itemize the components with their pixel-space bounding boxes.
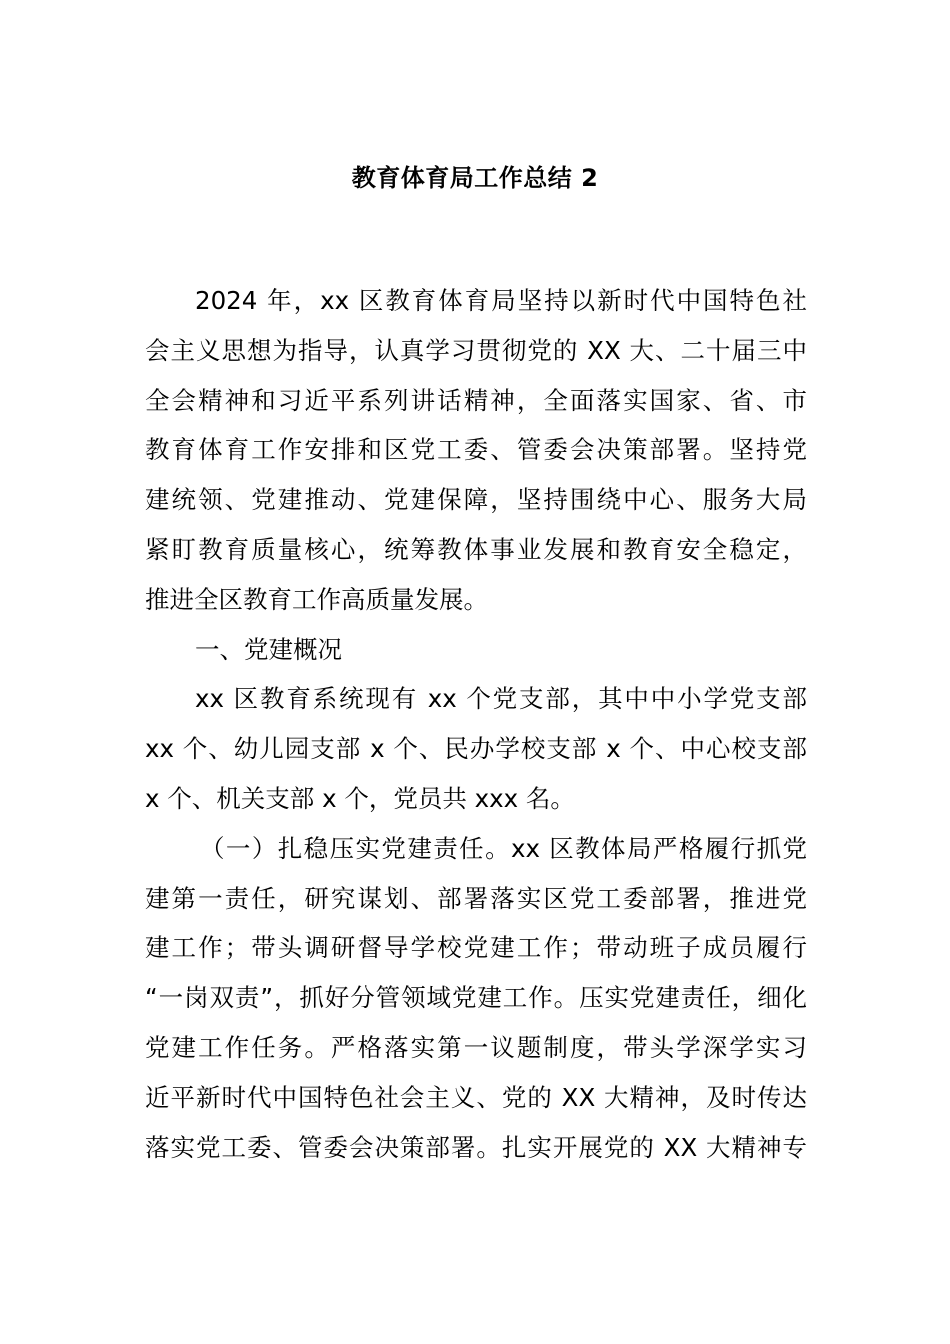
paragraph-line: x 个、机关支部 x 个，党员共 xxx 名。 bbox=[145, 783, 575, 813]
paragraph-line: 近平新时代中国特色社会主义、党的 XX 大精神，及时传达 bbox=[145, 1082, 807, 1112]
paragraph-line: “一岗双责”，抓好分管领域党建工作。压实党建责任，细化 bbox=[145, 983, 807, 1013]
paragraph-line: 建统领、党建推动、党建保障，坚持围绕中心、服务大局 bbox=[145, 485, 807, 515]
paragraph-line: 建工作；带头调研督导学校党建工作；带动班子成员履行 bbox=[145, 933, 807, 963]
paragraph-line: xx 个、幼儿园支部 x 个、民办学校支部 x 个、中心校支部 bbox=[145, 734, 807, 764]
paragraph-line: 紧盯教育质量核心，统筹教体事业发展和教育安全稳定， bbox=[145, 534, 807, 564]
paragraph-line: 全会精神和习近平系列讲话精神，全面落实国家、省、市 bbox=[145, 385, 807, 415]
paragraph-line: （一）扎稳压实党建责任。xx 区教体局严格履行抓党 bbox=[200, 833, 807, 863]
paragraph-line: 推进全区教育工作高质量发展。 bbox=[145, 584, 488, 614]
paragraph-line: xx 区教育系统现有 xx 个党支部，其中中小学党支部 bbox=[195, 684, 807, 714]
document-title: 教育体育局工作总结 2 bbox=[351, 164, 599, 192]
section-heading: 一、党建概况 bbox=[195, 634, 342, 664]
paragraph-line: 2024 年，xx 区教育体育局坚持以新时代中国特色社 bbox=[195, 286, 807, 315]
paragraph-line: 会主义思想为指导，认真学习贯彻党的 XX 大、二十届三中 bbox=[145, 335, 807, 365]
paragraph-line: 建第一责任，研究谋划、部署落实区党工委部署，推进党 bbox=[145, 883, 807, 913]
paragraph-line: 落实党工委、管委会决策部署。扎实开展党的 XX 大精神专 bbox=[145, 1132, 807, 1162]
document-body bbox=[145, 276, 807, 1172]
paragraph-line: 党建工作任务。严格落实第一议题制度，带头学深学实习 bbox=[145, 1032, 807, 1062]
paragraph-line: 教育体育工作安排和区党工委、管委会决策部署。坚持党 bbox=[145, 435, 807, 465]
